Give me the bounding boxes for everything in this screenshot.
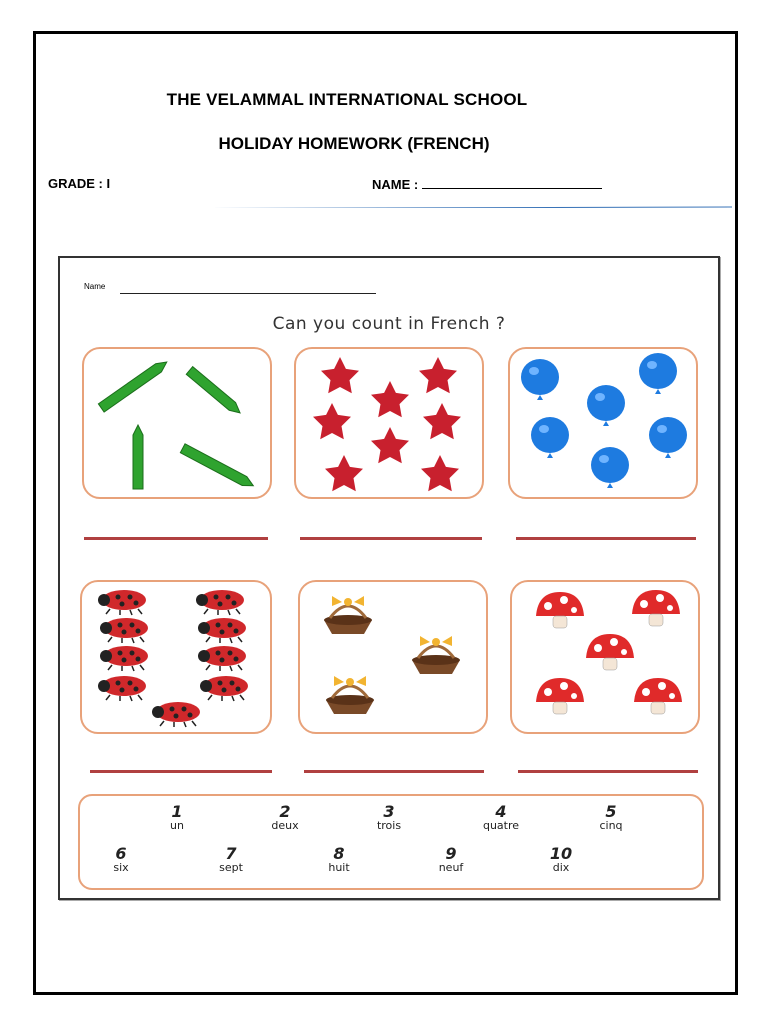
balloons-illustration — [510, 349, 696, 497]
mushroom-icon — [536, 678, 584, 714]
ladybugs-box — [80, 580, 272, 734]
star-icon — [371, 381, 409, 417]
balloon-icon — [531, 417, 569, 458]
name-label: NAME : — [372, 177, 419, 192]
answer-line[interactable] — [518, 770, 698, 773]
crayon-icon — [180, 444, 255, 490]
digit: 4 — [495, 802, 507, 821]
school-name: THE VELAMMAL INTERNATIONAL SCHOOL — [166, 90, 528, 109]
baskets-box — [298, 580, 488, 734]
balloon-icon — [639, 353, 677, 394]
star-icon — [419, 357, 457, 393]
ladybug-icon — [196, 590, 244, 615]
ladybug-icon — [198, 618, 246, 643]
balloons-box — [508, 347, 698, 499]
balloon-icon — [587, 385, 625, 426]
digit: 1 — [171, 802, 183, 821]
name-blank-line[interactable] — [422, 176, 602, 189]
number-9 — [416, 846, 486, 874]
worksheet-name-line[interactable] — [120, 293, 376, 294]
ladybug-icon — [152, 702, 200, 727]
mushrooms-box — [510, 580, 700, 734]
digit: 6 — [115, 844, 127, 863]
answer-line[interactable] — [304, 770, 484, 773]
balloon-icon — [521, 359, 559, 400]
french-numbers-reference — [78, 794, 704, 890]
answer-line[interactable] — [516, 537, 696, 540]
star-icon — [325, 455, 363, 491]
number-4 — [466, 804, 536, 832]
worksheet-name-label: Name — [84, 282, 106, 291]
crayon-icon — [98, 358, 169, 412]
mushroom-icon — [634, 678, 682, 714]
ladybugs-illustration — [82, 582, 270, 732]
number-8 — [304, 846, 374, 874]
worksheet-title: Can you count in French ? — [272, 314, 506, 334]
digit: 2 — [279, 802, 291, 821]
stars-box — [294, 347, 484, 499]
digit: 9 — [445, 844, 457, 863]
french-word: quatre — [482, 819, 520, 832]
star-icon — [423, 403, 461, 439]
answer-line[interactable] — [84, 537, 268, 540]
star-icon — [421, 455, 459, 491]
french-word: trois — [376, 819, 402, 832]
counting-worksheet — [58, 256, 720, 900]
french-word: un — [170, 819, 184, 832]
mushroom-icon — [632, 590, 680, 626]
ladybug-icon — [98, 676, 146, 701]
number-3 — [354, 804, 424, 832]
number-6 — [86, 846, 156, 874]
french-word: deux — [271, 819, 299, 832]
french-word: six — [113, 861, 129, 874]
star-icon — [321, 357, 359, 393]
mushroom-icon — [536, 592, 584, 628]
crayons-box — [82, 347, 272, 499]
header-divider — [36, 206, 732, 208]
digit: 5 — [605, 802, 617, 821]
ladybug-icon — [98, 590, 146, 615]
french-word: huit — [328, 861, 350, 874]
ladybug-icon — [198, 646, 246, 671]
number-7 — [196, 846, 266, 874]
crayon-icon — [133, 425, 143, 489]
number-5 — [576, 804, 646, 832]
french-word: cinq — [599, 819, 623, 832]
star-icon — [371, 427, 409, 463]
french-word: dix — [552, 861, 570, 874]
crayons-illustration — [84, 349, 270, 497]
ladybug-icon — [100, 618, 148, 643]
ladybug-icon — [200, 676, 248, 701]
digit: 7 — [225, 844, 237, 863]
basket-icon — [324, 596, 372, 634]
basket-icon — [326, 676, 374, 714]
french-word: sept — [219, 861, 243, 874]
digit: 3 — [383, 802, 395, 821]
mushrooms-illustration — [512, 582, 698, 732]
balloon-icon — [591, 447, 629, 488]
mushroom-icon — [586, 634, 634, 670]
digit: 10 — [549, 844, 573, 863]
french-word: neuf — [438, 861, 464, 874]
answer-line[interactable] — [300, 537, 482, 540]
crayon-icon — [186, 367, 243, 417]
basket-icon — [412, 636, 460, 674]
baskets-illustration — [300, 582, 486, 732]
star-icon — [313, 403, 351, 439]
name-field[interactable] — [372, 176, 602, 192]
number-10 — [526, 846, 596, 874]
homework-title: HOLIDAY HOMEWORK (FRENCH) — [218, 134, 490, 153]
number-2 — [250, 804, 320, 832]
grade-label: GRADE : I — [48, 176, 111, 191]
answer-line[interactable] — [90, 770, 272, 773]
ladybug-icon — [100, 646, 148, 671]
stars-illustration — [296, 349, 482, 497]
balloon-icon — [649, 417, 687, 458]
number-1 — [142, 804, 212, 832]
digit: 8 — [333, 844, 345, 863]
